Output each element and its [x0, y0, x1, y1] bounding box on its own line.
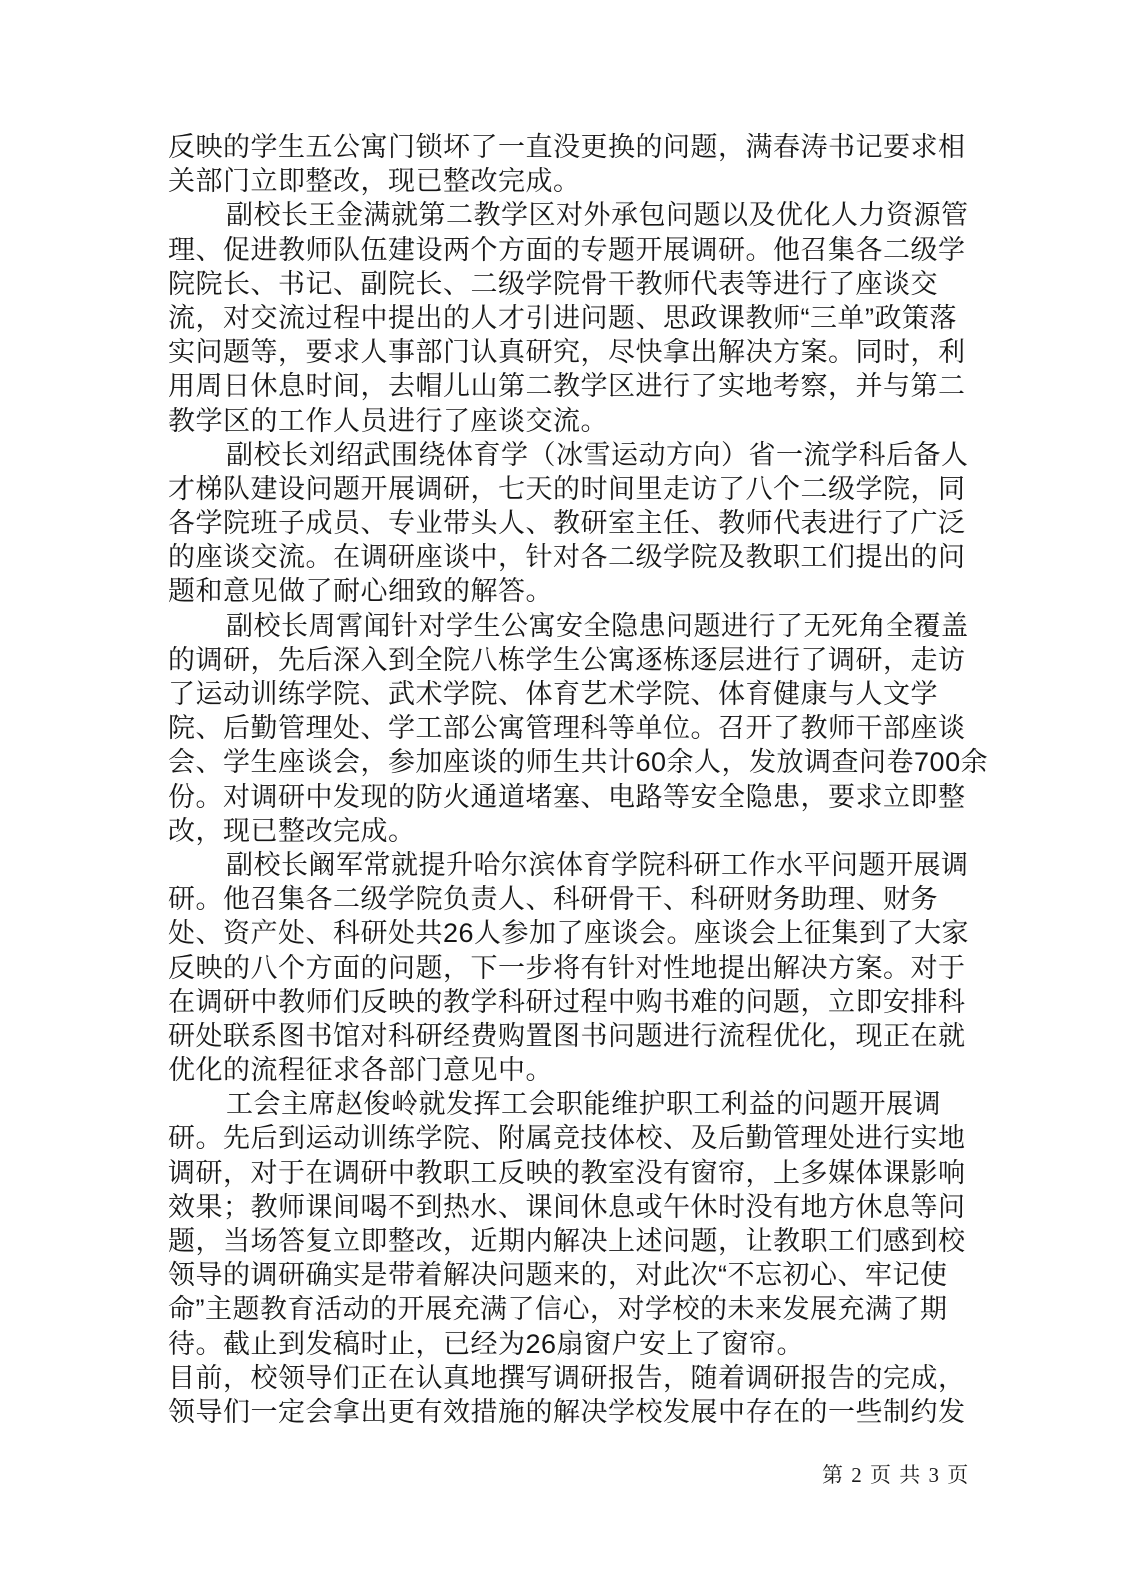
body-text-line: 的调研，先后深入到全院八栋学生公寓逐栋逐层进行了调研，走访: [168, 644, 966, 675]
body-text-line: 各学院班子成员、专业带头人、教研室主任、教师代表进行了广泛: [168, 508, 966, 539]
body-text-line: 研处联系图书馆对科研经费购置图书问题进行流程优化，现正在就: [168, 1020, 966, 1051]
body-text-line: 关部门立即整改，现已整改完成。: [168, 166, 581, 197]
body-text-line: 反映的八个方面的问题，下一步将有针对性地提出解决方案。对于: [168, 952, 966, 983]
body-text-line: 题，当场答复立即整改，近期内解决上述问题，让教职工们感到校: [168, 1226, 966, 1256]
body-text-line: 副校长王金满就第二教学区对外承包问题以及优化人力资源管: [226, 200, 969, 231]
body-text-line: 研。先后到运动训练学院、附属竞技体校、及后勤管理处进行实地: [168, 1123, 966, 1154]
body-text-line: 院院长、书记、副院长、二级学院骨干教师代表等进行了座谈交: [168, 268, 938, 299]
page-number-footer: 第 2 页 共 3 页: [822, 1463, 970, 1487]
body-text-line: 份。对调研中发现的防火通道堵塞、电路等安全隐患，要求立即整: [168, 781, 966, 812]
body-text-line: 领导们一定会拿出更有效措施的解决学校发展中存在的一些制约发: [168, 1396, 966, 1427]
body-text-line: 命”主题教育活动的开展充满了信心，对学校的未来发展充满了期: [168, 1294, 948, 1325]
body-text-line: 副校长阚军常就提升哈尔滨体育学院科研工作水平问题开展调: [226, 849, 969, 880]
body-text-line: 效果；教师课间喝不到热水、课间休息或午休时没有地方休息等问: [168, 1191, 966, 1222]
body-text-line: 会、学生座谈会，参加座谈的师生共计60余人，发放调查问卷700余: [168, 747, 989, 778]
body-text-line: 领导的调研确实是带着解决问题来的，对此次“不忘初心、牢记使: [168, 1260, 948, 1291]
body-text-line: 研。他召集各二级学院负责人、科研骨干、科研财务助理、财务: [168, 884, 938, 915]
body-text-line: 实问题等，要求人事部门认真研究，尽快拿出解决方案。同时，利: [168, 337, 966, 368]
body-text-line: 用周日休息时间，去帽儿山第二教学区进行了实地考察，并与第二: [168, 371, 966, 402]
body-text-line: 工会主席赵俊岭就发挥工会职能维护职工利益的问题开展调: [226, 1089, 941, 1120]
body-text-line: 题和意见做了耐心细致的解答。: [168, 576, 553, 607]
body-text-line: 在调研中教师们反映的教学科研过程中购书难的问题，立即安排科: [168, 986, 966, 1017]
body-text-line: 优化的流程征求各部门意见中。: [168, 1055, 553, 1086]
body-text-line: 处、资产处、科研处共26人参加了座谈会。座谈会上征集到了大家: [168, 918, 970, 949]
body-text-line: 改，现已整改完成。: [168, 815, 416, 846]
body-text-line: 教学区的工作人员进行了座谈交流。: [168, 405, 608, 436]
body-text-line: 理、促进教师队伍建设两个方面的专题开展调研。他召集各二级学: [168, 234, 966, 265]
body-text-line: 了运动训练学院、武术学院、体育艺术学院、体育健康与人文学: [168, 679, 938, 709]
body-text-line: 的座谈交流。在调研座谈中，针对各二级学院及教职工们提出的问: [168, 542, 966, 573]
body-text-line: 待。截止到发稿时止，已经为26扇窗户安上了窗帘。: [168, 1328, 805, 1359]
body-text-line: 副校长刘绍武围绕体育学（冰雪运动方向）省一流学科后备人: [226, 439, 969, 470]
body-text-line: 调研，对于在调研中教职工反映的教室没有窗帘，上多媒体课影响: [168, 1157, 966, 1188]
body-text-line: 目前，校领导们正在认真地撰写调研报告，随着调研报告的完成，: [168, 1362, 966, 1393]
body-text-line: 才梯队建设问题开展调研，七天的时间里走访了八个二级学院，同: [168, 473, 966, 504]
body-text-line: 院、后勤管理处、学工部公寓管理科等单位。召开了教师干部座谈: [168, 713, 966, 744]
body-text-line: 副校长周霄闻针对学生公寓安全隐患问题进行了无死角全覆盖: [226, 610, 969, 641]
body-text-line: 反映的学生五公寓门锁坏了一直没更换的问题，满春涛书记要求相: [168, 132, 966, 162]
body-text-line: 流，对交流过程中提出的人才引进问题、思政课教师“三单”政策落: [168, 302, 957, 333]
document-body: [168, 130, 988, 1429]
